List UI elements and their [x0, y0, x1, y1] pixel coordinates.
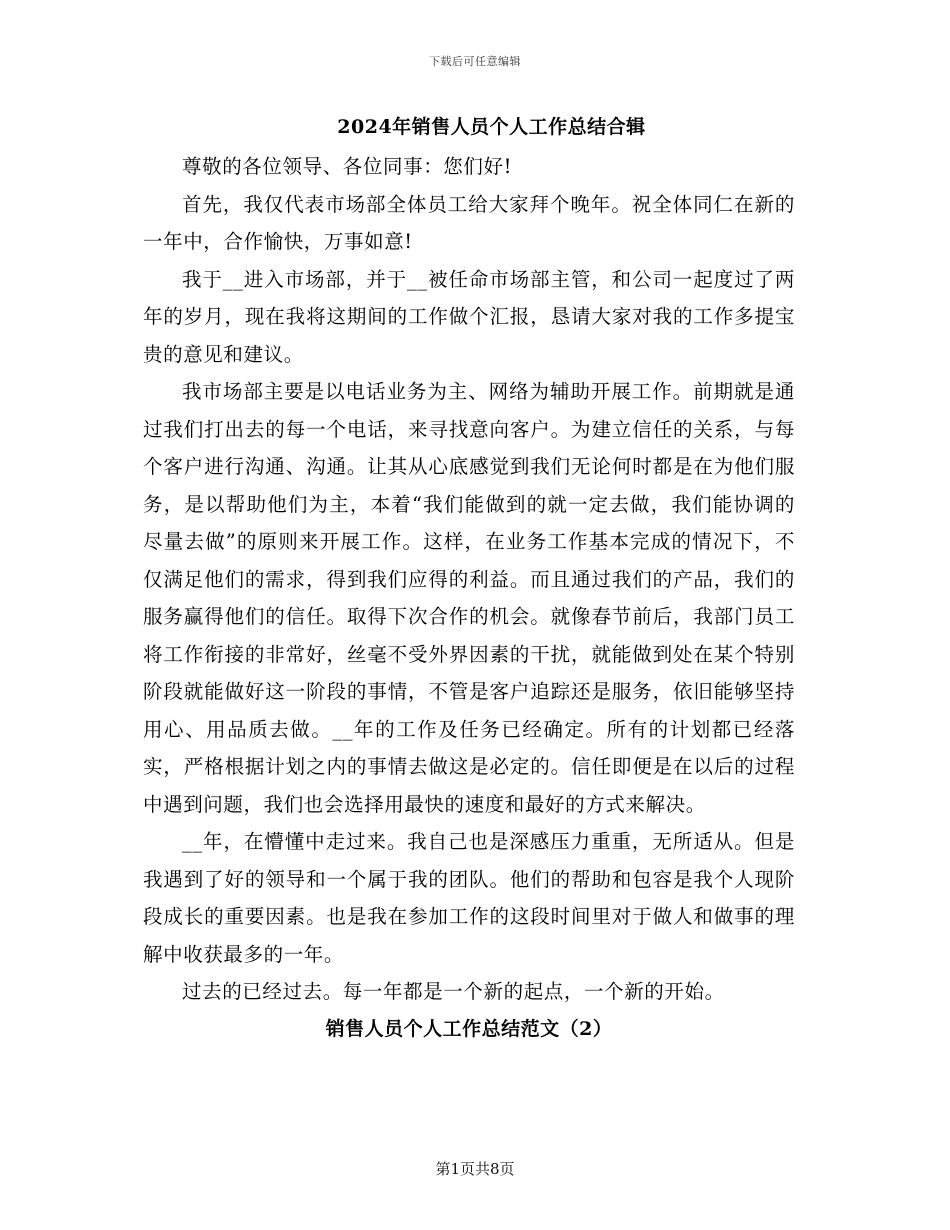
paragraph-new-year: 首先，我仅代表市场部全体员工给大家拜个晚年。祝全体同仁在新的一年中，合作愉快，万事如意!	[143, 192, 795, 253]
paragraph-market-work: 我市场部主要是以电话业务为主、网络为辅助开展工作。前期就是通过我们打出去的每一个电话，来寻找意向客户。为建立信任的关系，与每个客户进行沟通、沟通。让其从心底感觉到我们无论何时都是在为他们服务，是以帮助他们为主，本着“我们能做到的就一定去做，我们能协调的尽量去做”的原则来开展工作。这样，在业务工作基本完成的情况下，不仅满足他们的需求，得到我们应得的利益。而且通过我们的产品，我们的服务赢得他们的信任。取得下次合作的机会。就像春节前后，我部门员工将工作衔接的非常好，丝毫不受外界因素的干扰，就能做到处在某个特别阶段就能做好这一阶段的事情，不管是客户追踪还是服务，依旧能够坚持用心、用品质去做。__年的工作及任务已经确定。所有的计划都已经落实，严格根据计划之内的事情去做这是必定的。信任即便是在以后的过程中遇到问题，我们也会选择用最快的速度和最好的方式来解决。	[143, 380, 795, 816]
document-body	[143, 110, 795, 1048]
page-footer-number: 第1页共8页	[435, 1160, 515, 1178]
paragraph-greeting: 尊敬的各位领导、各位同事：您们好!	[182, 155, 513, 178]
page-header-note: 下载后可任意编辑	[429, 55, 521, 68]
document-title: 2024年销售人员个人工作总结合辑	[337, 116, 646, 138]
paragraph-closing: 过去的已经过去。每一年都是一个新的起点，一个新的开始。	[182, 980, 725, 1003]
section-subtitle: 销售人员个人工作总结范文（2）	[325, 1017, 613, 1040]
paragraph-reflection: __年，在懵懂中走过来。我自己也是深感压力重重，无所适从。但是我遇到了好的领导和一个属于我的团队。他们的帮助和包容是我个人现阶段成长的重要因素。也是我在参加工作的这段时间里对于做人和做事的理解中收获最多的一年。	[143, 830, 795, 966]
paragraph-introduction: 我于__进入市场部，并于__被任命市场部主管，和公司一起度过了两年的岁月，现在我将这期间的工作做个汇报，恳请大家对我的工作多提宝贵的意见和建议。	[143, 267, 795, 366]
